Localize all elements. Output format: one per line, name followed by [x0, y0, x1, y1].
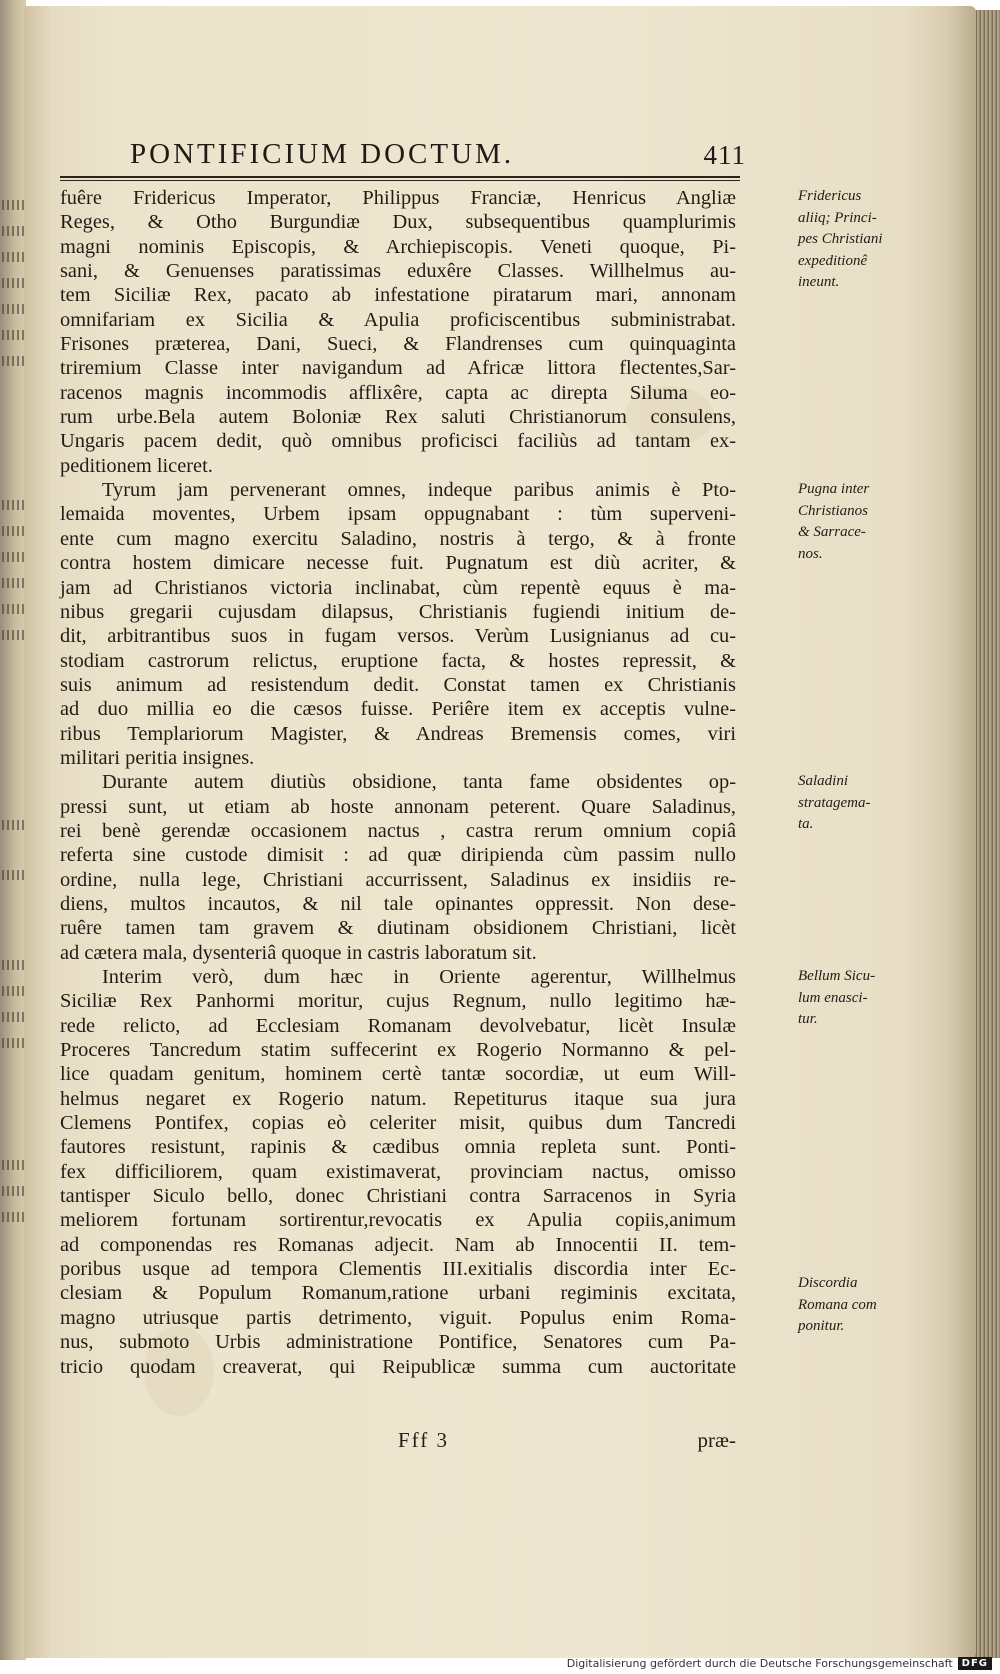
- text-line: fex difficiliorem, quam existimaverat, provinciam nactus, omisso: [60, 1160, 736, 1183]
- margin-note-pugna: [798, 479, 869, 565]
- header-rule: [60, 180, 740, 181]
- text-line: poribus usque ad tempora Clementis III.exitialis discordia inter Ec-: [60, 1258, 736, 1281]
- page-footer: [60, 1428, 736, 1458]
- text-line: pressi sunt, ut etiam ab hoste annonam peterent. Quare Saladinus,: [60, 795, 736, 818]
- text-line: fuêre Fridericus Imperator, Philippus Franciæ, Henricus Angliæ: [60, 187, 736, 209]
- text-line: militari peritia insignes.: [60, 746, 255, 769]
- text-line: ribus Templariorum Magister, & Andreas Bremensis comes, viri: [60, 722, 736, 745]
- margin-note-line: aliiq; Princi-: [798, 209, 877, 226]
- text-line: peditionem liceret.: [60, 454, 213, 477]
- margin-note-bellum: [798, 966, 875, 1031]
- margin-note-line: Bellum Sicu-: [798, 968, 876, 984]
- text-line: stodiam castrorum relictus, eruptione facta, & hostes repressit, &: [60, 649, 736, 672]
- text-line: Tyrum jam pervenerant omnes, indeque paribus animis è Pto-: [102, 479, 736, 502]
- text-line: clesiam & Populum Romanum,ratione urbani regiminis excitata,: [60, 1282, 736, 1305]
- margin-note-line: nos.: [798, 545, 823, 562]
- text-line: referta sine custode dimisit : ad quæ diripienda cùm passim nullo: [60, 844, 736, 867]
- text-line: contra hostem dimicare necesse fuit. Pugnatum est diù acriter, &: [60, 552, 736, 575]
- text-line: magno utriusque partis detrimento, viguit. Populus enim Roma-: [60, 1306, 736, 1329]
- text-line: tricio quodam creaverat, qui Reipublicæ summa cum auctoritate: [60, 1355, 736, 1378]
- text-line: fautores resistunt, rapinis & cædibus omnia repleta sunt. Ponti-: [60, 1136, 736, 1159]
- text-line: ad componendas res Romanas adjecit. Nam ab Innocentii II. tem-: [60, 1233, 736, 1256]
- margin-note-line: ta.: [798, 816, 814, 832]
- text-line: tantisper Siculo bello, donec Christiani contra Sarracenos in Syria: [60, 1185, 736, 1208]
- text-line: nus, submoto Urbis administratione Pontifice, Senatores cum Pa-: [60, 1331, 736, 1354]
- text-line: ruêre tamen tam gravem & diutinam obsidionem Christiani, licèt: [60, 917, 736, 940]
- text-line: Ungaris pacem dedit, quò omnibus proficisci faciliùs ad tantam ex-: [60, 430, 736, 453]
- margin-note-line: Discordia: [798, 1275, 858, 1291]
- text-line: ente cum magno exercitu Saladino, nostris à tergo, & à fronte: [60, 527, 736, 550]
- text-line: Durante autem diutiùs obsidione, tanta fame obsidentes op-: [102, 771, 736, 794]
- page-number: 411: [703, 140, 746, 170]
- credit-text: Digitalisierung gefördert durch die Deutsche Forschungsgemeinschaft: [566, 1657, 953, 1670]
- margin-note-line: expeditionê: [798, 252, 868, 269]
- catchword: præ-: [697, 1428, 736, 1452]
- text-line: Reges, & Otho Burgundiæ Dux, subsequentibus quamplurimis: [60, 211, 736, 234]
- running-title: PONTIFICIUM DOCTUM.: [130, 138, 515, 170]
- margin-note-fridericus: [798, 186, 883, 294]
- text-line: Interim verò, dum hæc in Oriente agerentur, Willhelmus: [102, 966, 736, 988]
- text-line: suis animum ad resistendum dedit. Constat tamen ex Christianis: [60, 673, 736, 696]
- text-line: Siciliæ Rex Panhormi moritur, cujus Regnum, nullo legitimo hæ-: [60, 990, 736, 1013]
- margin-note-line: Pugna inter: [798, 481, 870, 497]
- text-line: lemaida moventes, Urbem ipsam oppugnabant : tùm superveni-: [60, 503, 736, 526]
- text-line: jam ad Christianos victoria inclinabat, cùm repentè equus è ma-: [60, 576, 736, 599]
- text-line: meliorem fortunam sortirentur,revocatis ex Apulia copiis,animum: [60, 1209, 736, 1232]
- margin-note-line: Christianos: [798, 502, 869, 519]
- adjacent-page-strip: [0, 0, 26, 1660]
- text-line: magni nominis Episcopis, & Archiepiscopis. Veneti quoque, Pi-: [60, 235, 736, 258]
- text-line: triremium Classe inter navigandum ad Africæ littora flectentes,Sar-: [60, 357, 736, 380]
- text-line: ad duo millia eo die cæsos fuisse. Periêre item ex acceptis vulne-: [60, 698, 736, 721]
- text-line: rei benè gerendæ occasionem nactus , castra rerum omnium copiâ: [60, 819, 736, 842]
- text-line: Frisones præterea, Dani, Sueci, & Flandrenses cum quinquaginta: [60, 333, 736, 356]
- signature-mark: Fff 3: [398, 1428, 450, 1452]
- header-rule: [60, 176, 740, 178]
- margin-note-line: lum enasci-: [798, 989, 868, 1006]
- margin-note-line: & Sarrace-: [798, 524, 866, 540]
- margin-note-discordia: [798, 1273, 877, 1338]
- margin-note-line: tur.: [798, 1011, 818, 1027]
- text-line: diens, multos incautos, & nil tale opinantes oppressit. Non dese-: [60, 892, 736, 915]
- text-line: Proceres Tancredum statim suffecerint ex Rogerio Normanno & pel-: [60, 1039, 736, 1062]
- running-head: [60, 138, 746, 178]
- margin-note-saladini: [798, 771, 871, 836]
- text-line: Clemens Pontifex, copias eò celeriter misit, quibus dum Tancredi: [60, 1112, 736, 1135]
- text-line: sani, & Genuenses paratissimas eduxêre Classes. Willhelmus au-: [60, 260, 736, 283]
- text-line: racenos magnis incommodis afflixêre, capta ac direpta Siluma eo-: [60, 381, 736, 404]
- text-line: ad cætera mala, dysenteriâ quoque in castris laboratum sit.: [60, 941, 537, 964]
- text-line: ordine, nulla lege, Christiani accurrissent, Saladinus ex insidiis re-: [60, 868, 736, 891]
- text-line: nibus gregarii cujusdam dilapsus, Christianis fugiendi initium de-: [60, 600, 736, 623]
- margin-note-line: Saladini: [798, 773, 849, 789]
- margin-note-line: Romana com: [798, 1296, 877, 1313]
- text-line: lice quadam genitum, hominem certè tantæ socordiæ, ut eum Will-: [60, 1063, 736, 1086]
- digitization-credit: [567, 1657, 992, 1670]
- body-text: [60, 186, 883, 1379]
- dfg-logo: DFG: [958, 1657, 992, 1670]
- margin-note-line: ponitur.: [798, 1318, 845, 1334]
- text-line: helmus negaret ex Rogerio natum. Repetiturus itaque sua jura: [60, 1087, 736, 1110]
- text-line: tem Siciliæ Rex, pacato ab infestatione piratarum mari, annonam: [60, 284, 736, 307]
- text-line: rede relicto, ad Ecclesiam Romanam devolvebatur, licèt Insulæ: [60, 1014, 736, 1037]
- text-line: omnifariam ex Sicilia & Apulia proficiscentibus subministrabat.: [60, 308, 736, 331]
- margin-note-line: pes Christiani: [798, 231, 883, 247]
- text-line: dit, arbitrantibus suos in fugam versos. Verùm Lusignianus ad cu-: [60, 625, 736, 648]
- text-line: rum urbe.Bela autem Boloniæ Rex saluti Christianorum consulens,: [60, 406, 736, 429]
- margin-note-line: ineunt.: [798, 274, 840, 290]
- margin-note-line: stratagema-: [798, 794, 871, 811]
- margin-note-line: Fridericus: [798, 188, 862, 204]
